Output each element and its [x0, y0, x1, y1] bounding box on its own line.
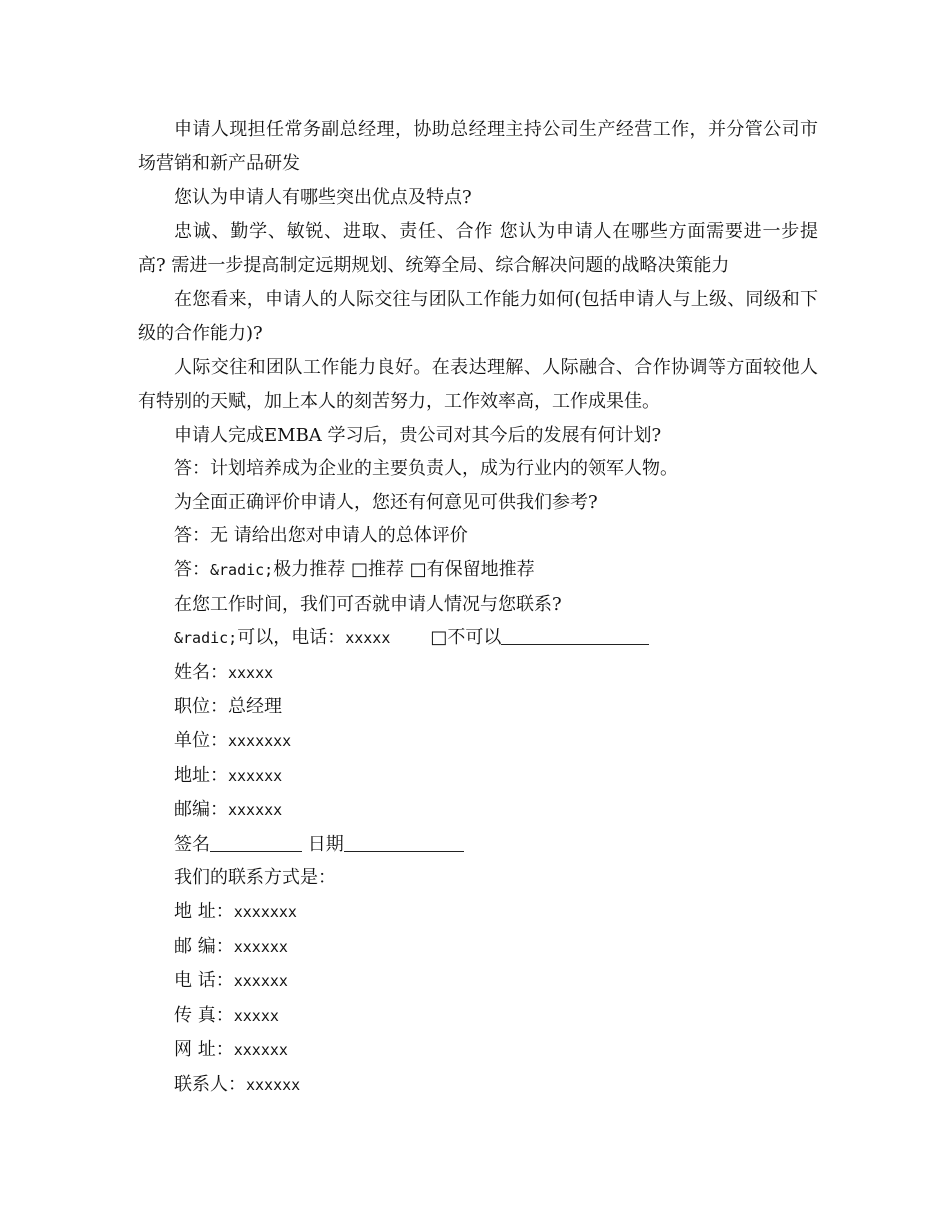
- our-fax-line: [138, 999, 818, 1034]
- contact-yes-label: 可以，电话：: [237, 627, 346, 649]
- question-contact: 在您工作时间，我们可否就申请人情况与您联系?: [174, 593, 562, 615]
- contact-no-underline: [501, 626, 649, 645]
- zip-line: [138, 793, 818, 828]
- our-web-line: [138, 1033, 818, 1068]
- our-phone-label: 电 话：: [174, 970, 234, 992]
- our-person-line: [138, 1068, 818, 1103]
- our-zip-label: 邮 编：: [174, 935, 234, 957]
- unit-value: xxxxxxx: [228, 731, 292, 750]
- our-person-value: xxxxxx: [246, 1075, 301, 1094]
- our-phone-line: [138, 964, 818, 999]
- question-teamwork: 在您看来，申请人的人际交往与团队工作能力如何(包括申请人与上级、同级和下级的合作能力)?: [138, 288, 818, 344]
- question-opinion: 为全面正确评价申请人，您还有何意见可供我们参考?: [174, 491, 598, 513]
- address-value: xxxxxx: [228, 766, 283, 785]
- date-label: 日期: [307, 833, 344, 855]
- our-phone-value: xxxxxx: [233, 972, 288, 991]
- position-label: 职位：: [174, 696, 228, 718]
- our-zip-line: [138, 930, 818, 965]
- position-value: 总经理: [228, 696, 282, 718]
- contact-yes-code: &radic;: [174, 629, 238, 648]
- our-address-line: [138, 895, 818, 930]
- unit-label: 单位：: [174, 729, 228, 751]
- our-address-value: xxxxxxx: [233, 902, 297, 921]
- address-line: [138, 759, 818, 794]
- our-zip-value: xxxxxx: [233, 937, 288, 956]
- question-strengths: 您认为申请人有哪些突出优点及特点?: [174, 187, 472, 208]
- our-contact-title: 我们的联系方式是：: [174, 867, 336, 889]
- signature-label: 签名: [174, 833, 210, 855]
- our-person-label: 联系人：: [174, 1073, 246, 1095]
- zip-value: xxxxxx: [228, 801, 283, 820]
- contact-phone-value: xxxxx: [345, 629, 391, 648]
- answer-overall: [138, 553, 818, 588]
- our-address-label: 地 址：: [174, 900, 234, 922]
- name-value: xxxxx: [228, 663, 274, 682]
- paragraph-teamwork: 人际交往和团队工作能力良好。在表达理解、人际融合、合作协调等方面较他人有特别的天赋，加上本人的刻苦努力，工作效率高，工作成果佳。: [138, 356, 818, 412]
- name-label: 姓名：: [174, 661, 228, 683]
- address-label: 地址：: [174, 764, 228, 786]
- signature-date-line: [138, 828, 818, 862]
- answer-plan: 答：计划培养成为企业的主要负责人，成为行业内的领军人物。: [174, 458, 678, 480]
- contact-no-label: □不可以: [430, 627, 502, 649]
- paragraph-current-role: 申请人现担任常务副总经理，协助总经理主持公司生产经营工作，并分管公司市场营销和新产品研发: [138, 119, 818, 174]
- our-fax-label: 传 真：: [174, 1004, 234, 1026]
- date-underline: [344, 833, 464, 852]
- name-line: [138, 656, 818, 691]
- answer-overall-code: &radic;: [210, 560, 274, 579]
- contact-permission-line: [138, 621, 818, 656]
- zip-label: 邮编：: [174, 799, 228, 821]
- unit-line: [138, 724, 818, 759]
- answer-overall-prefix: 答：: [174, 558, 210, 580]
- our-web-value: xxxxxx: [233, 1041, 288, 1060]
- answer-overall-options: 极力推荐 □推荐 □有保留地推荐: [273, 558, 535, 580]
- answer-opinion: 答：无 请给出您对申请人的总体评价: [174, 525, 468, 547]
- our-web-label: 网 址：: [174, 1039, 234, 1061]
- paragraph-strengths: 忠诚、勤学、敏锐、进取、责任、合作 您认为申请人在哪些方面需要进一步提高? 需进一步提高制定远期规划、统筹全局、综合解决问题的战略决策能力: [138, 220, 818, 276]
- position-line: [138, 690, 818, 724]
- our-fax-value: xxxxx: [233, 1006, 279, 1025]
- signature-underline: [210, 833, 302, 852]
- question-plan: 申请人完成EMBA 学习后，贵公司对其今后的发展有何计划?: [174, 424, 662, 446]
- document-body: [138, 113, 818, 1102]
